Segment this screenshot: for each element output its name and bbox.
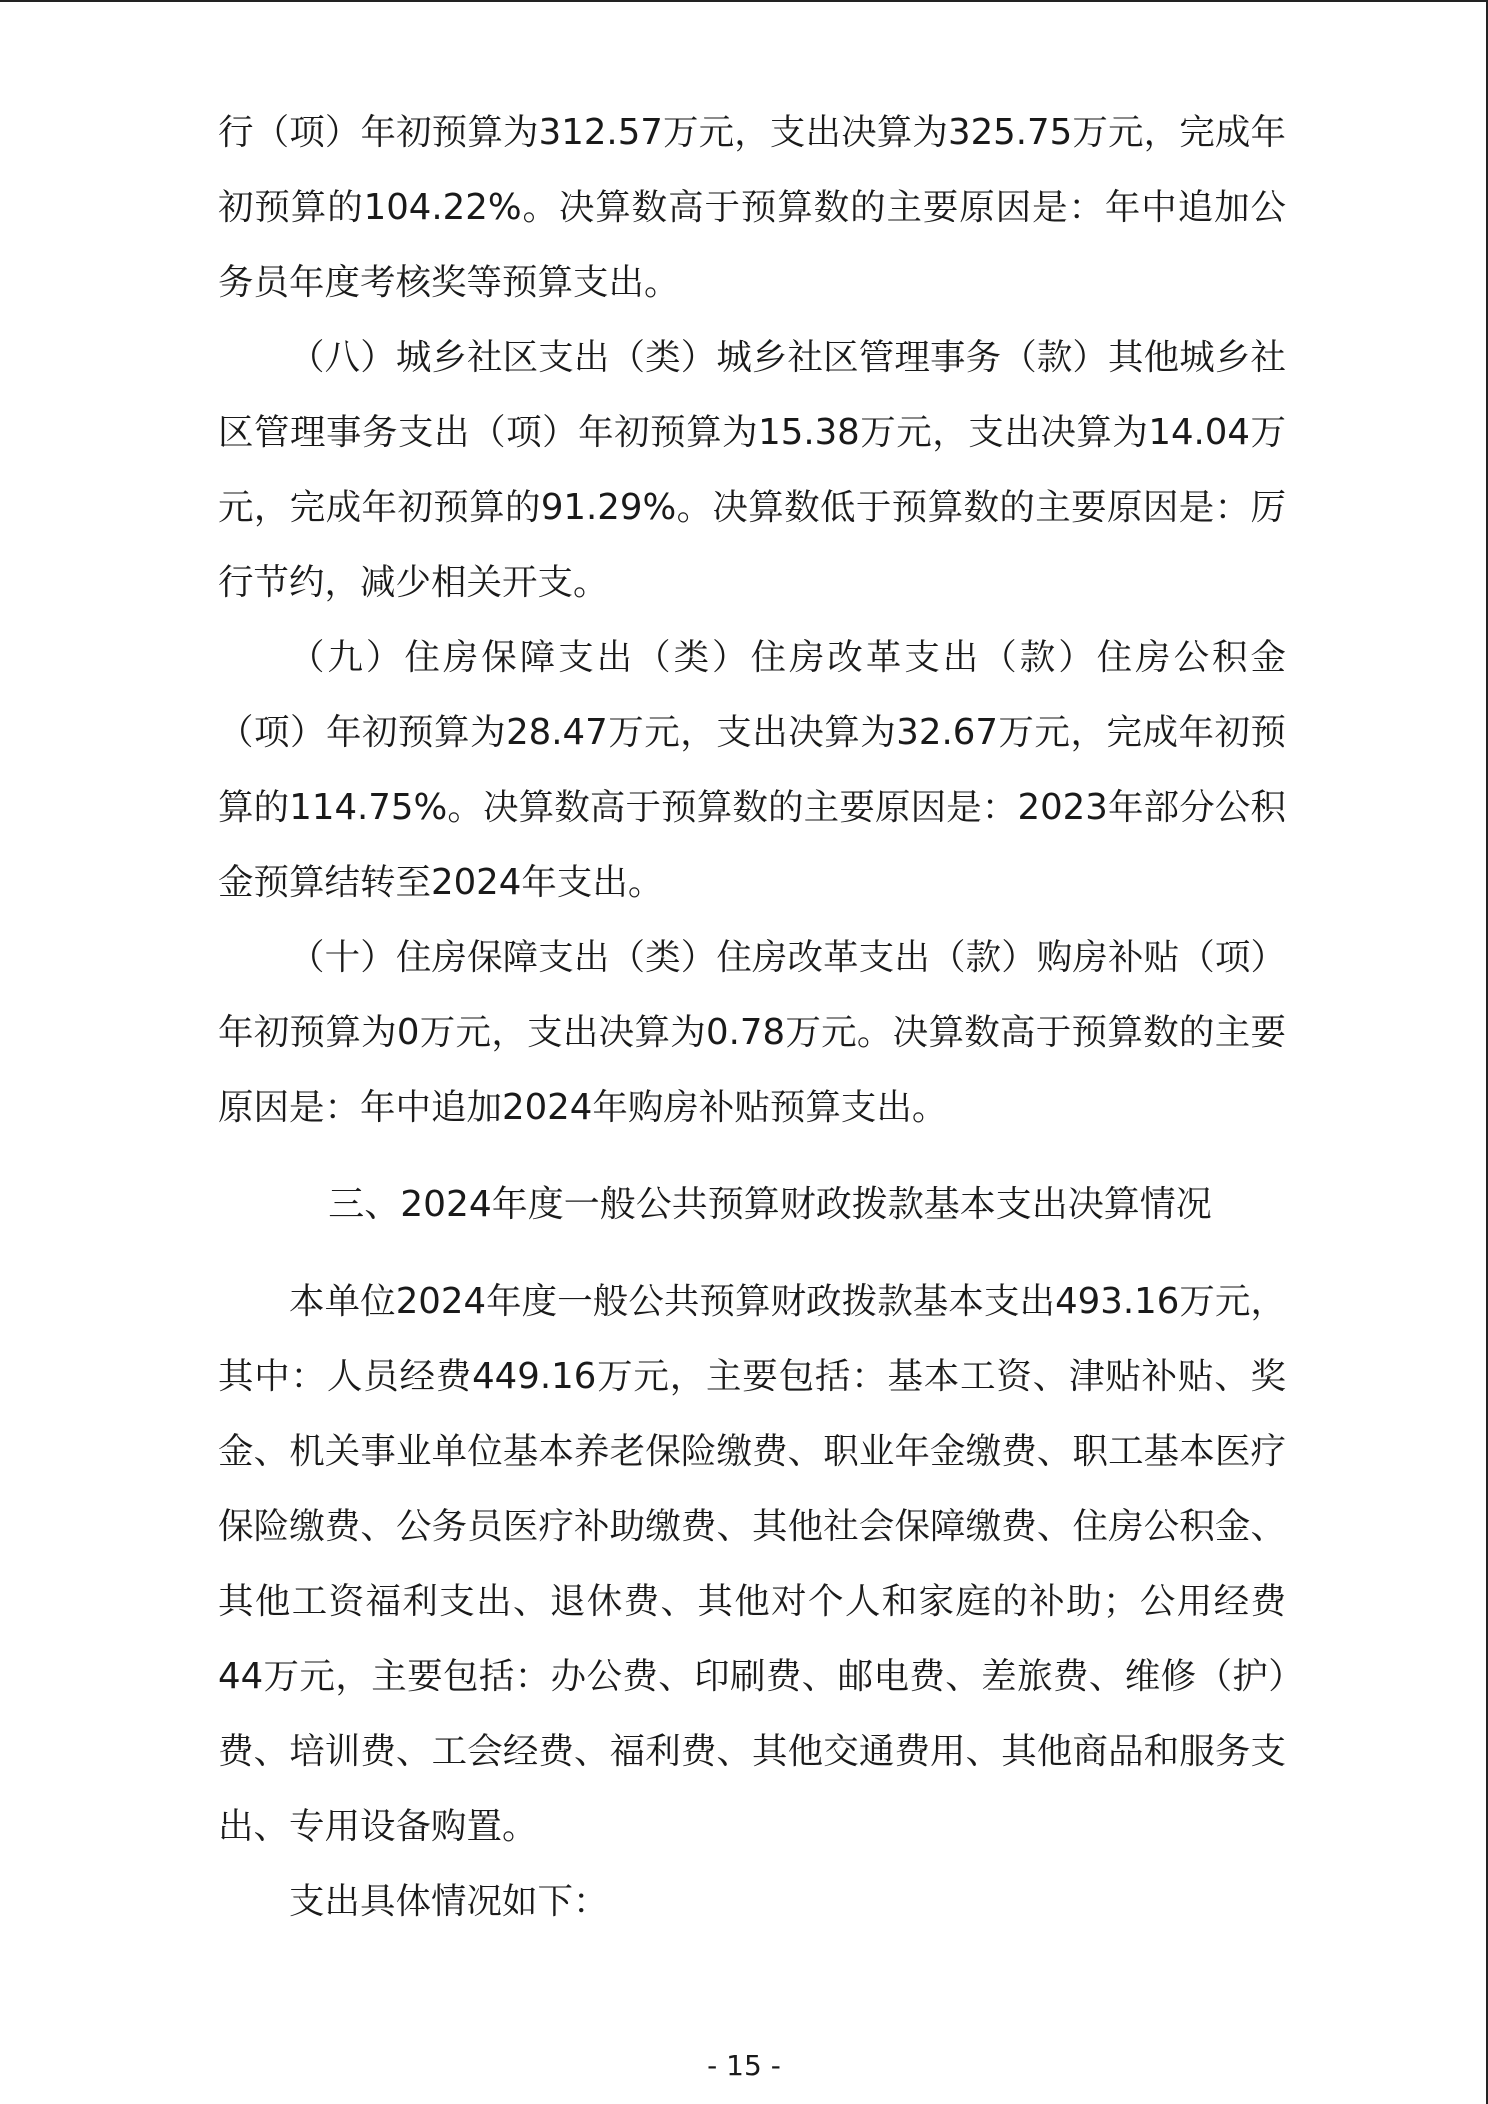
page-top-border: [0, 0, 1488, 2]
paragraph-continued-from-previous-page: 行（项）年初预算为312.57万元，支出决算为325.75万元，完成年初预算的104.22%。决算数高于预算数的主要原因是：年中追加公务员年度考核奖等预算支出。: [218, 112, 1286, 303]
page-number: - 15 -: [707, 2049, 781, 2082]
paragraph-expenditure-details-intro: 支出具体情况如下：: [289, 1881, 609, 1922]
paragraph-item-10-housing-subsidy: （十）住房保障支出（类）住房改革支出（款）购房补贴（项）年初预算为0万元，支出决算为0.78万元。决算数高于预算数的主要原因是：年中追加2024年购房补贴预算支出。: [218, 937, 1286, 1128]
section-heading-basic-expenditure: 三、2024年度一般公共预算财政拨款基本支出决算情况: [328, 1184, 1212, 1225]
paragraph-basic-expenditure-summary: 本单位2024年度一般公共预算财政拨款基本支出493.16万元，其中：人员经费449.16万元，主要包括：基本工资、津贴补贴、奖金、机关事业单位基本养老保险缴费、职业年金缴费、职工基本医疗保险缴费、公务员医疗补助缴费、其他社会保障缴费、住房公积金、其他工资福利支出、退休费、其他对个人和家庭的补助；公用经费44万元，主要包括：办公费、印刷费、邮电费、差旅费、维修（护）费、培训费、工会经费、福利费、其他交通费用、其他商品和服务支出、专用设备购置。: [218, 1281, 1286, 1847]
document-body: [218, 95, 1286, 1939]
paragraph-item-8-urban-rural-community: （八）城乡社区支出（类）城乡社区管理事务（款）其他城乡社区管理事务支出（项）年初预算为15.38万元，支出决算为14.04万元，完成年初预算的91.29%。决算数低于预算数的主要原因是：厉行节约，减少相关开支。: [218, 337, 1286, 603]
paragraph-item-9-housing-provident-fund: （九）住房保障支出（类）住房改革支出（款）住房公积金（项）年初预算为28.47万元，支出决算为32.67万元，完成年初预算的114.75%。决算数高于预算数的主要原因是：2023年部分公积金预算结转至2024年支出。: [218, 637, 1286, 903]
